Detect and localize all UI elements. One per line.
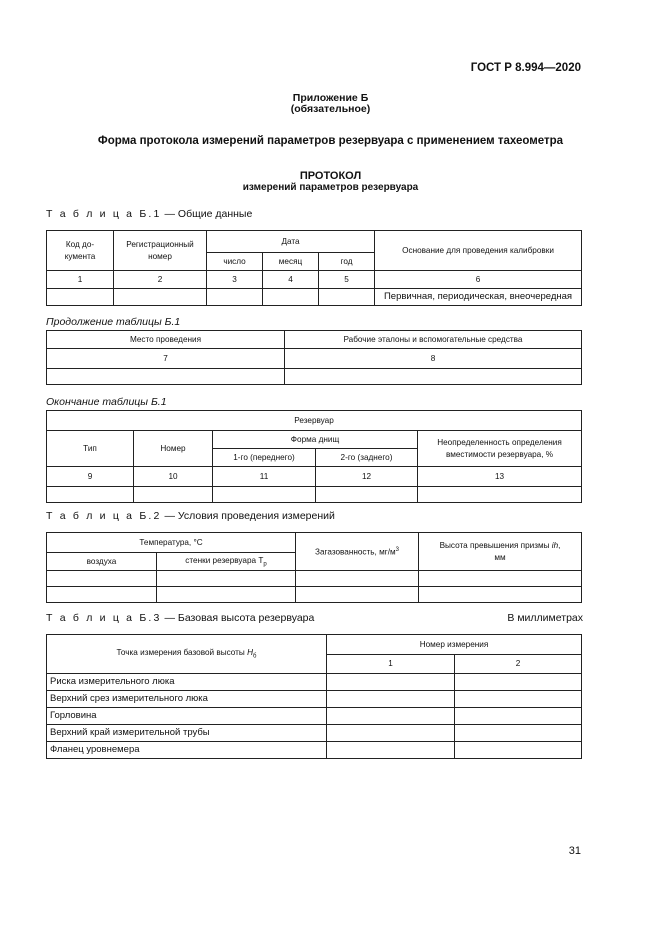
data-cell bbox=[285, 369, 582, 385]
table-b1-continuation bbox=[46, 330, 582, 385]
data-cell bbox=[418, 487, 582, 503]
table-b2-caption: Т а б л и ц а Б.2 — Условия проведения измерений bbox=[46, 510, 335, 522]
document-id: ГОСТ Р 8.994—2020 bbox=[470, 62, 581, 74]
basis-value: Первичная, периодическая, внеочередная bbox=[375, 289, 582, 306]
header-number: Номер bbox=[134, 431, 213, 467]
data-cell bbox=[114, 289, 207, 306]
data-cell bbox=[134, 487, 213, 503]
table-b1 bbox=[46, 230, 582, 306]
header-month: месяц bbox=[263, 253, 319, 271]
annex-title: Приложение Б bbox=[292, 92, 369, 104]
col-number: 2 bbox=[114, 271, 207, 289]
data-cell bbox=[157, 587, 296, 603]
table-b3-caption: Т а б л и ц а Б.3 — Базовая высота резервуара bbox=[46, 612, 315, 624]
col-number: 11 bbox=[213, 467, 316, 487]
page-number: 31 bbox=[568, 845, 581, 857]
header-temperature: Температура, °С bbox=[47, 533, 296, 553]
header-measurement-2: 2 bbox=[455, 655, 582, 674]
data-cell bbox=[47, 571, 157, 587]
data-cell bbox=[47, 487, 134, 503]
header-air: воздуха bbox=[47, 553, 157, 571]
col-number: 9 bbox=[47, 467, 134, 487]
table-b3 bbox=[46, 634, 582, 759]
data-cell bbox=[419, 571, 582, 587]
table-b1-end-caption: Окончание таблицы Б.1 bbox=[46, 396, 167, 408]
header-basis: Основание для проведения калибровки bbox=[375, 231, 582, 271]
table-row-label: Фланец уровнемера bbox=[47, 742, 327, 759]
data-cell bbox=[47, 369, 285, 385]
data-cell bbox=[47, 289, 114, 306]
data-cell bbox=[47, 587, 157, 603]
data-cell bbox=[455, 725, 582, 742]
header-first-bottom: 1-го (переднего) bbox=[213, 449, 316, 467]
header-measurement-1: 1 bbox=[327, 655, 455, 674]
units-label: В миллиметрах bbox=[507, 612, 583, 624]
table-row-label: Верхний край измерительной трубы bbox=[47, 725, 327, 742]
header-walls: стенки резервуара $Т_р$ bbox=[157, 553, 296, 571]
col-number: 12 bbox=[316, 467, 418, 487]
protocol-title: ПРОТОКОЛ bbox=[299, 170, 362, 182]
header-standards: Рабочие эталоны и вспомогательные средства bbox=[285, 331, 582, 349]
table-b1-end bbox=[46, 410, 582, 503]
header-doc-code: Код до- кумента bbox=[47, 231, 114, 271]
data-cell bbox=[327, 742, 455, 759]
data-cell bbox=[327, 674, 455, 691]
data-cell bbox=[327, 708, 455, 725]
col-number: 10 bbox=[134, 467, 213, 487]
table-b1-caption: Т а б л и ц а Б.1 — Общие данные bbox=[46, 208, 253, 220]
header-measure-point: Точка измерения базовой высоты $Н_б$ bbox=[47, 635, 327, 674]
header-year: год bbox=[319, 253, 375, 271]
table-row-label: Верхний срез измерительного люка bbox=[47, 691, 327, 708]
data-cell bbox=[316, 487, 418, 503]
header-date: Дата bbox=[207, 231, 375, 253]
data-cell bbox=[263, 289, 319, 306]
data-cell bbox=[327, 725, 455, 742]
protocol-subtitle: измерений параметров резервуара bbox=[242, 182, 419, 193]
header-second-bottom: 2-го (заднего) bbox=[316, 449, 418, 467]
data-cell bbox=[327, 691, 455, 708]
header-type: Тип bbox=[47, 431, 134, 467]
col-number: 8 bbox=[285, 349, 582, 369]
data-cell bbox=[455, 742, 582, 759]
form-title: Форма протокола измерений параметров резервуара с применением тахеометра bbox=[97, 135, 564, 147]
header-reg-number: Регистрационный номер bbox=[114, 231, 207, 271]
data-cell bbox=[296, 587, 419, 603]
col-number: 1 bbox=[47, 271, 114, 289]
annex-status: (обязательное) bbox=[290, 103, 371, 115]
header-prism-height: Высота превышения призмы ih, мм bbox=[419, 533, 582, 571]
data-cell bbox=[455, 691, 582, 708]
table-b1-cont-caption: Продолжение таблицы Б.1 bbox=[46, 316, 181, 328]
col-number: 5 bbox=[319, 271, 375, 289]
data-cell bbox=[296, 571, 419, 587]
data-cell bbox=[157, 571, 296, 587]
data-cell bbox=[455, 708, 582, 725]
col-number: 6 bbox=[375, 271, 582, 289]
data-cell bbox=[207, 289, 263, 306]
header-day: число bbox=[207, 253, 263, 271]
col-number: 4 bbox=[263, 271, 319, 289]
col-number: 7 bbox=[47, 349, 285, 369]
header-gas: Загазованность, $мг/м^3$ bbox=[296, 533, 419, 571]
header-bottom-shape: Форма днищ bbox=[213, 431, 418, 449]
table-b2 bbox=[46, 532, 582, 603]
header-measurement-number: Номер измерения bbox=[327, 635, 582, 655]
data-cell bbox=[319, 289, 375, 306]
table-row-label: Горловина bbox=[47, 708, 327, 725]
col-number: 13 bbox=[418, 467, 582, 487]
data-cell bbox=[213, 487, 316, 503]
table-row-label: Риска измерительного люка bbox=[47, 674, 327, 691]
data-cell bbox=[455, 674, 582, 691]
col-number: 3 bbox=[207, 271, 263, 289]
header-place: Место проведения bbox=[47, 331, 285, 349]
header-uncertainty: Неопределенность определения вместимости резервуара, % bbox=[418, 431, 582, 467]
data-cell bbox=[419, 587, 582, 603]
header-tank: Резервуар bbox=[47, 411, 582, 431]
